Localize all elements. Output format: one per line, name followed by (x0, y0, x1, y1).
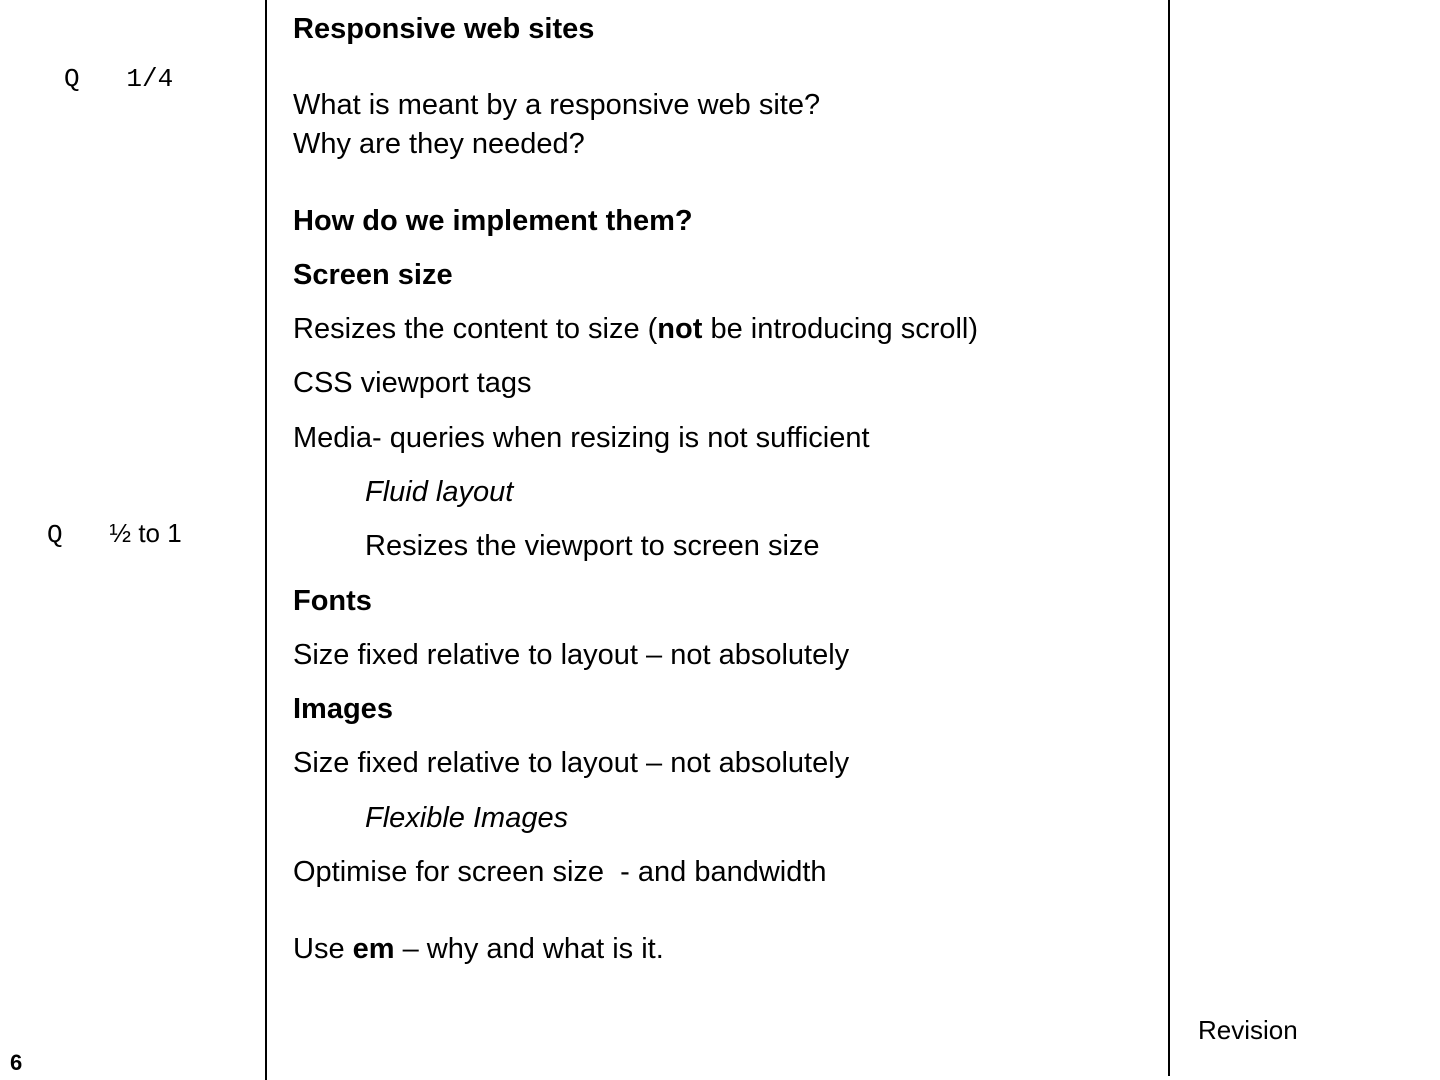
question-1: What is meant by a responsive web site? (293, 89, 821, 121)
page-number: 6 (10, 1050, 23, 1075)
left-margin-rule (265, 0, 267, 1080)
fluid-layout-line: Fluid layout (365, 476, 514, 508)
use-em-before: Use (293, 933, 353, 965)
margin-note-q2-value: ½ to 1 (109, 518, 182, 548)
optimise-line: Optimise for screen size - and bandwidth (293, 856, 827, 888)
resizes-content-line (293, 312, 978, 346)
margin-note-q1-value: 1/4 (126, 64, 174, 94)
css-viewport-line: CSS viewport tags (293, 367, 532, 399)
document-title: Responsive web sites (293, 13, 595, 45)
images-heading: Images (293, 693, 393, 725)
screen-size-heading: Screen size (293, 259, 453, 291)
flexible-images-line: Flexible Images (365, 802, 569, 834)
margin-note-q-label: Q (64, 64, 80, 94)
fonts-text: Size fixed relative to layout – not absolutely (293, 639, 850, 671)
revision-label: Revision (1198, 1015, 1298, 1045)
use-em-bold: em (352, 933, 395, 965)
question-2: Why are they needed? (293, 128, 585, 160)
resizes-viewport-line: Resizes the viewport to screen size (365, 530, 820, 562)
resizes-text-bold: not (657, 313, 703, 345)
use-em-line (293, 932, 664, 966)
margin-note-q-label: Q (47, 520, 63, 550)
right-margin-rule (1168, 0, 1170, 1076)
resizes-text-after: be introducing scroll) (702, 313, 979, 345)
resizes-text-before: Resizes the content to size ( (293, 313, 658, 345)
images-text: Size fixed relative to layout – not absolutely (293, 747, 850, 779)
margin-note-q1 (64, 62, 173, 94)
fonts-heading: Fonts (293, 585, 372, 617)
use-em-after: – why and what is it. (394, 933, 664, 965)
margin-note-q2 (47, 518, 182, 550)
media-queries-line: Media- queries when resizing is not sufficient (293, 422, 870, 454)
implement-heading: How do we implement them? (293, 205, 693, 237)
